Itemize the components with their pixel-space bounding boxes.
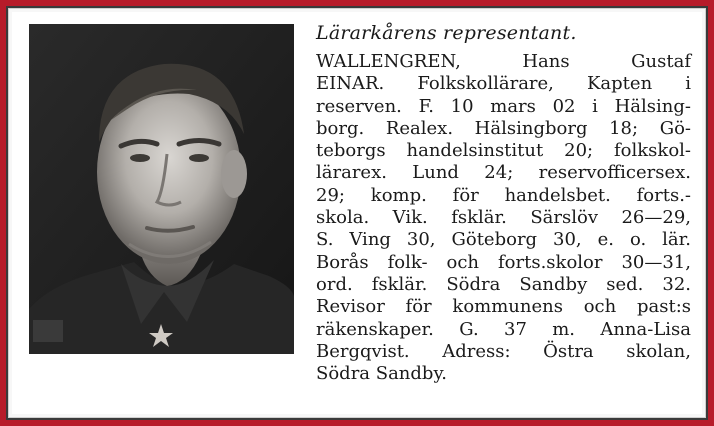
text-line: reserven. F. 10 mars 02 i Hälsing- — [316, 95, 691, 117]
portrait-image — [29, 24, 294, 354]
text-line: skola. Vik. fsklär. Särslöv 26—29, — [316, 207, 691, 229]
section-heading: Lärarkårens representant. — [316, 22, 577, 44]
text-line: ord. fsklär. Södra Sandby sed. 32. — [316, 273, 691, 295]
biography-text — [316, 51, 691, 385]
biography-entry — [316, 20, 691, 385]
document-page — [12, 12, 702, 414]
portrait-photo — [29, 24, 294, 354]
frame-border — [6, 6, 708, 420]
text-line: Borås folk- och forts.skolor 30—31, — [316, 251, 691, 273]
text-line: Bergqvist. Adress: Östra skolan, — [316, 340, 691, 362]
text-line: S. Ving 30, Göteborg 30, e. o. lär. — [316, 229, 691, 251]
text-line: teborgs handelsinstitut 20; folkskol- — [316, 140, 691, 162]
text-line: EINAR. Folkskollärare, Kapten i — [316, 73, 691, 95]
text-line: 29; komp. för handelsbet. forts.- — [316, 184, 691, 206]
text-line: Revisor för kommunens och past:s — [316, 296, 691, 318]
text-line: Södra Sandby. — [316, 363, 447, 385]
text-line: räkenskaper. G. 37 m. Anna-Lisa — [316, 318, 691, 340]
text-line: lärarex. Lund 24; reservofficersex. — [316, 162, 691, 184]
text-line: WALLENGREN, Hans Gustaf — [316, 51, 691, 72]
text-line: borg. Realex. Hälsingborg 18; Gö- — [316, 117, 691, 139]
